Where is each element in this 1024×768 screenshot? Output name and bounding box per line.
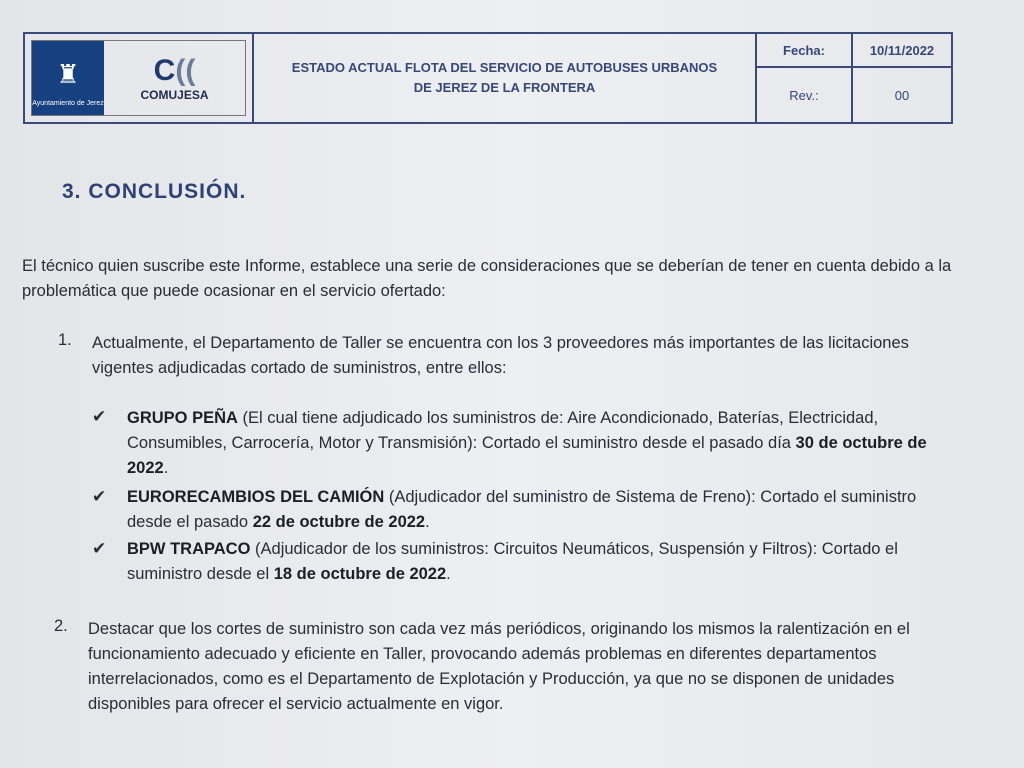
punct: . <box>163 459 169 477</box>
fecha-value: 10/11/2022 <box>851 34 951 68</box>
document-header <box>23 32 953 124</box>
document-title <box>252 34 755 122</box>
supplier-date: 18 de octubre de 2022 <box>273 565 447 583</box>
supplier-date: 22 de octubre de 2022 <box>252 513 426 531</box>
supplier-item <box>127 406 957 481</box>
section-title: 3. CONCLUSIÓN. <box>62 180 247 203</box>
comujesa-logo <box>104 41 245 115</box>
meta-table <box>755 34 951 122</box>
supplier-name: BPW TRAPACO <box>127 540 251 558</box>
fecha-label: Fecha: <box>755 34 851 68</box>
item-text: Actualmente, el Departamento de Taller se encuentra con los 3 proveedores más importantes de las licitaciones vigentes adjudicadas cortado de suministros, entre ellos: <box>92 334 909 377</box>
supplier-name: EURORECAMBIOS DEL CAMIÓN <box>127 488 385 506</box>
punct: . <box>425 513 430 531</box>
ayuntamiento-text: Ayuntamiento de Jerez <box>32 100 104 107</box>
intro-paragraph: El técnico quien suscribe este Informe, establece una serie de consideraciones que se deberían de tener en cuenta debido a la problemática que puede ocasionar en el servicio ofertado: <box>22 257 952 300</box>
check-icon: ✔ <box>92 487 107 506</box>
supplier-date: 30 de octubre de 2022 <box>127 434 927 477</box>
supplier-item <box>127 485 957 535</box>
item-number: 2. <box>54 617 68 635</box>
supplier-desc: (Adjudicador del suministro de Sistema de Freno): Cortado el suministro desde el pasado <box>127 488 917 531</box>
ayuntamiento-logo <box>32 41 104 115</box>
title-line-2: DE JEREZ DE LA FRONTERA <box>413 80 596 95</box>
supplier-name: GRUPO PEÑA <box>127 409 238 427</box>
comujesa-text: COMUJESA <box>140 88 209 102</box>
check-icon: ✔ <box>92 407 107 426</box>
item-text: Destacar que los cortes de suministro son cada vez más periódicos, originando los mismos la ralentización en el funcionamiento adecuado y eficiente en Taller, provocando además problemas en diferentes departamentos interrelacionados, como es el Departamento de Explotación y Producción, ya que no se disponen de unidades disponibles para ofrecer el servicio actualmente en vigor. <box>88 620 910 713</box>
rev-value: 00 <box>851 68 951 122</box>
rev-label: Rev.: <box>755 68 851 122</box>
punct: . <box>446 565 451 583</box>
supplier-desc: (Adjudicador de los suministros: Circuitos Neumáticos, Suspensión y Filtros): Cortado el suministro desde el <box>127 540 898 583</box>
item-number: 1. <box>58 331 72 349</box>
logos <box>31 40 246 116</box>
supplier-item <box>127 537 957 587</box>
coat-of-arms-icon: ♜ <box>56 59 80 89</box>
supplier-desc: (El cual tiene adjudicado los suministros de: Aire Acondicionado, Baterías, Electricidad, Consumibles, Carrocería, Motor y Transmisión): Cortado el suministro desde el pasado día <box>127 409 879 452</box>
check-icon: ✔ <box>92 539 107 558</box>
title-line-1: ESTADO ACTUAL FLOTA DEL SERVICIO DE AUTOBUSES URBANOS <box>291 60 718 75</box>
comujesa-mark-icon: C(( <box>153 54 196 87</box>
